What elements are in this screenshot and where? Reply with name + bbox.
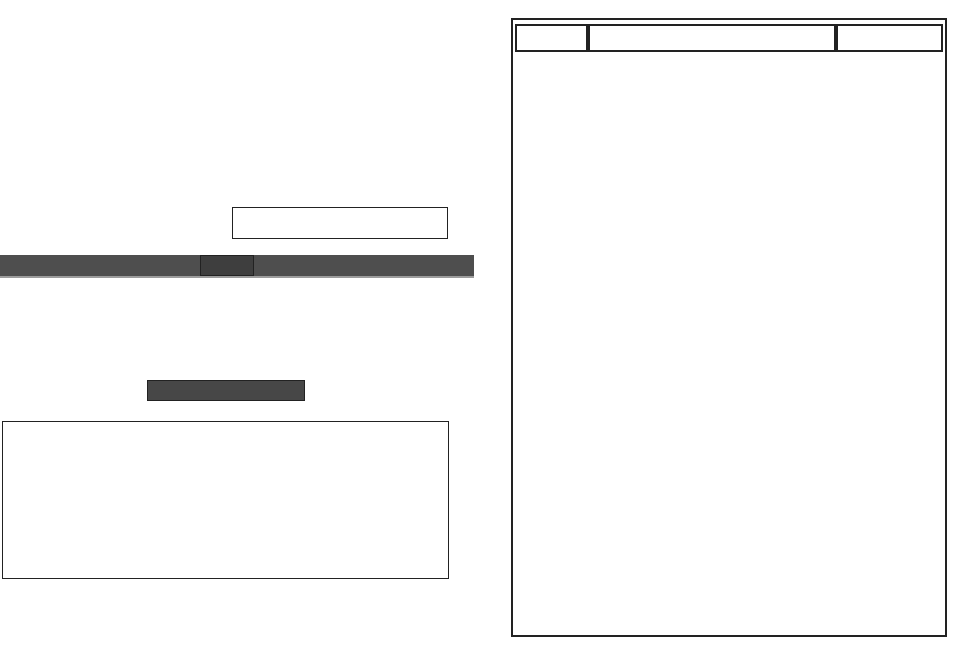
invoice-number-box[interactable] xyxy=(232,207,448,239)
popis-title xyxy=(200,255,254,276)
tech-data-title xyxy=(147,380,305,401)
col-service-header xyxy=(836,24,943,52)
col-date-header xyxy=(515,24,588,52)
records-table-header xyxy=(515,24,943,52)
records-table-frame xyxy=(511,18,947,637)
col-record-header xyxy=(588,24,836,52)
tech-data-box xyxy=(2,421,449,579)
